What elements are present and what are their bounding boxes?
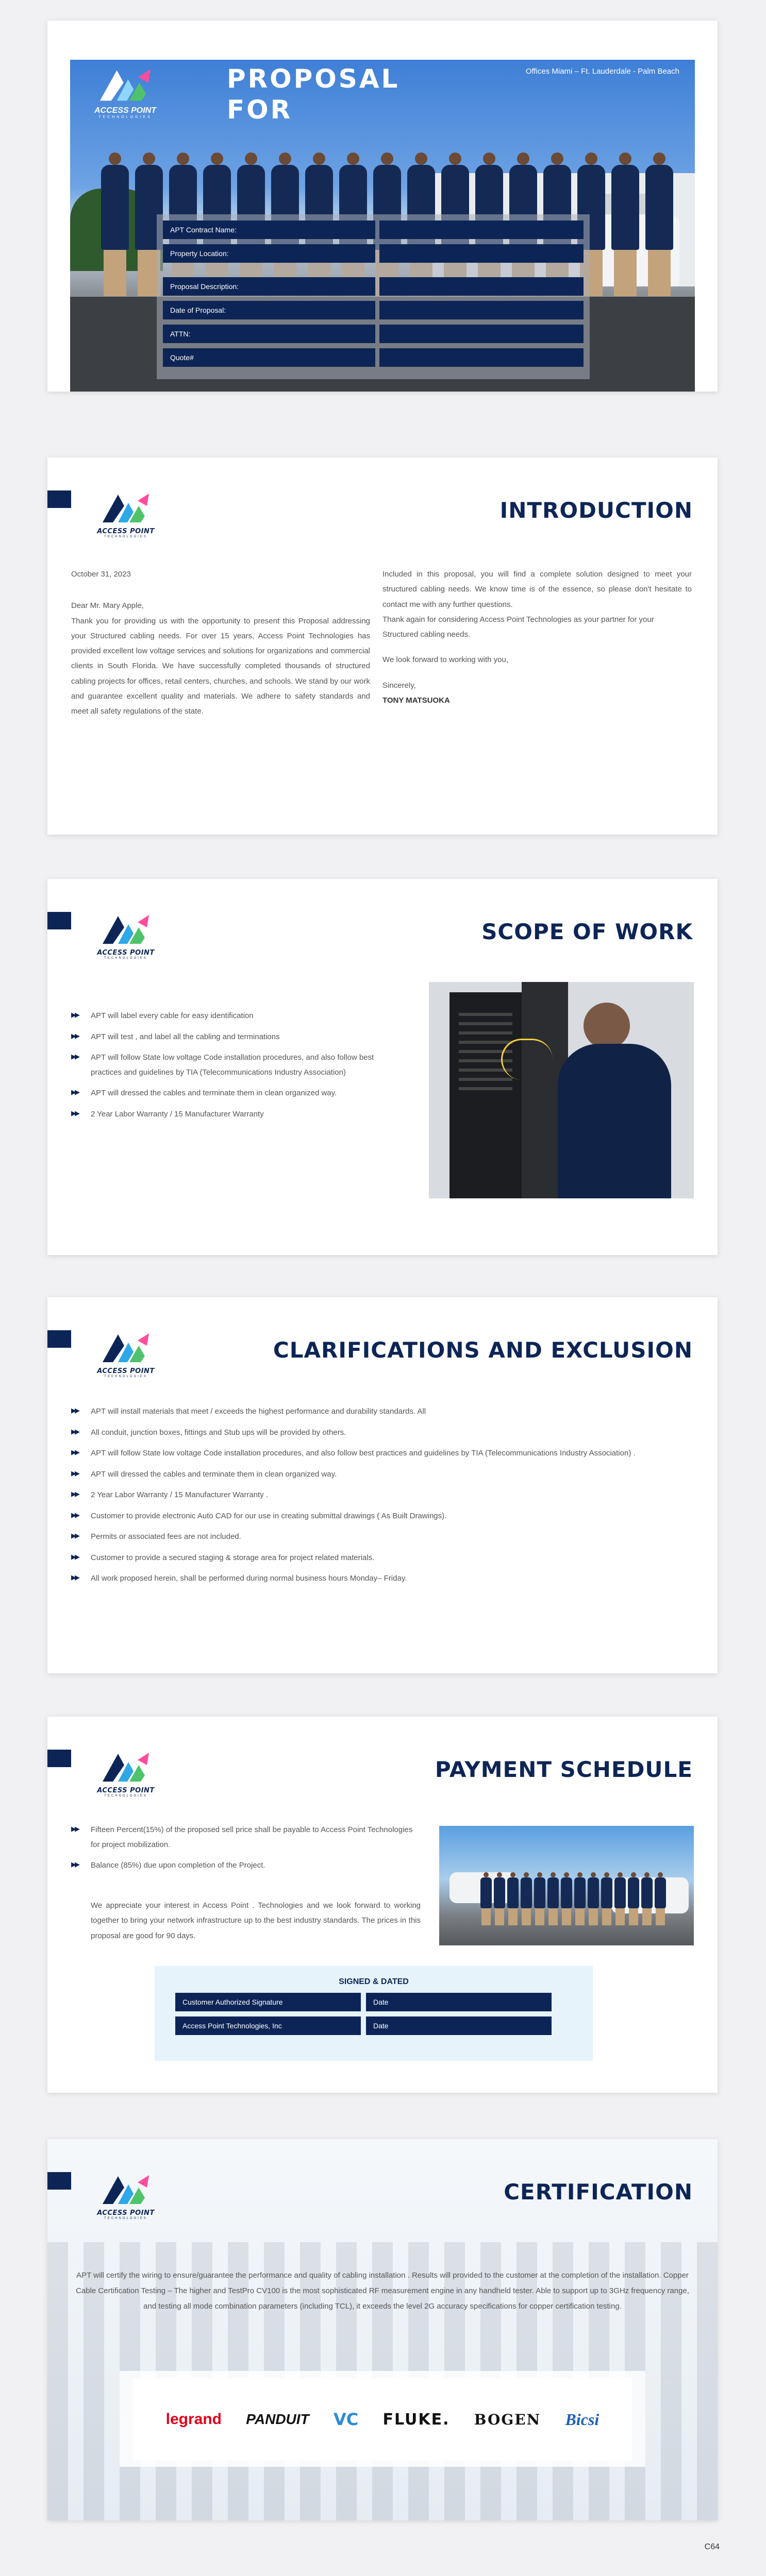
cover-title-line2: FOR bbox=[227, 95, 293, 125]
logo-text: ACCESS POINT bbox=[97, 1367, 155, 1375]
list-item-text: Fifteen Percent(15%) of the proposed sell price shall be payable to Access Point Technologies for project mobilization. bbox=[91, 1825, 413, 1849]
clarifications-slide bbox=[47, 1297, 718, 1673]
double-arrow-icon: ▶▶ bbox=[71, 1011, 78, 1019]
certification-slide bbox=[47, 2139, 718, 2520]
signature-field[interactable]: Customer Authorized Signature bbox=[175, 1993, 361, 2011]
introduction-slide bbox=[47, 457, 718, 835]
person-silhouette bbox=[614, 1872, 626, 1929]
date-field[interactable]: Date bbox=[366, 2016, 552, 2035]
list-item-text: APT will label every cable for easy identification bbox=[91, 1011, 254, 1020]
cover-form bbox=[157, 214, 590, 379]
cover-form-value[interactable] bbox=[379, 277, 584, 296]
corner-accent bbox=[47, 2172, 71, 2190]
list-item bbox=[71, 1404, 695, 1419]
apt-logo bbox=[85, 2172, 167, 2224]
team-silhouettes-small bbox=[439, 1826, 694, 1945]
list-item bbox=[71, 1530, 695, 1545]
list-item bbox=[71, 1446, 695, 1461]
signature-row bbox=[166, 2016, 581, 2035]
list-item-text: APT will dressed the cables and terminate them in clean organized way. bbox=[91, 1469, 337, 1479]
person-silhouette bbox=[507, 1872, 519, 1929]
payment-slide bbox=[47, 1717, 718, 2093]
person-silhouette bbox=[588, 1872, 599, 1929]
list-item bbox=[71, 1488, 695, 1503]
list-item bbox=[71, 1509, 695, 1524]
corner-accent bbox=[47, 1330, 71, 1348]
clarifications-list bbox=[71, 1404, 695, 1592]
introduction-title: INTRODUCTION bbox=[499, 498, 693, 523]
double-arrow-icon: ▶▶ bbox=[71, 1427, 78, 1435]
list-item-text: Customer to provide a secured staging & storage area for project related materials. bbox=[91, 1553, 375, 1562]
list-item bbox=[71, 1571, 695, 1586]
list-item-text: 2 Year Labor Warranty / 15 Manufacturer Warranty bbox=[91, 1109, 264, 1118]
cover-form-row bbox=[163, 244, 584, 263]
logo-text: ACCESS POINT bbox=[97, 2209, 155, 2217]
list-item-text: APT will follow State low voltage Code installation procedures, and also follow best practices and guidelines by TIA (Telecommunications Industry Association) . bbox=[91, 1449, 636, 1458]
cover-form-row bbox=[163, 301, 584, 319]
person-silhouette bbox=[641, 1872, 653, 1929]
cover-form-row bbox=[163, 221, 584, 239]
double-arrow-icon: ▶▶ bbox=[71, 1109, 78, 1117]
signed-panel bbox=[155, 1966, 593, 2061]
double-arrow-icon: ▶▶ bbox=[71, 1469, 78, 1477]
cover-form-label: Proposal Description: bbox=[163, 277, 375, 296]
list-item-text: APT will test , and label all the cabling and terminations bbox=[91, 1032, 280, 1041]
brand-logo-legrand: legrand bbox=[165, 2411, 222, 2428]
intro-date: October 31, 2023 bbox=[71, 570, 131, 579]
person-silhouette bbox=[521, 1872, 532, 1929]
payment-list bbox=[71, 1823, 422, 1879]
intro-right-paragraph-1: Included in this proposal, you will find a complete solution designed to meet your structured cabling needs. We know time is of the essence, so please don't hesitate to contact me with any further questions. bbox=[382, 570, 692, 609]
brand-logo-fluke: FLUKE. bbox=[382, 2410, 450, 2429]
cover-form-value[interactable] bbox=[379, 221, 584, 239]
double-arrow-icon: ▶▶ bbox=[71, 1573, 78, 1581]
scope-list bbox=[71, 1009, 401, 1128]
apt-logo bbox=[85, 912, 167, 963]
brand-logos-panel bbox=[120, 2371, 645, 2467]
apt-logo bbox=[85, 490, 167, 542]
intro-left-paragraph: Thank you for providing us with the opportunity to present this Proposal addressing your Structured cabling needs. For over 15 years, Access Point Technologies has provided excellent low voltage services and solutions for organizations and commercial clients in South Florida. We have successfully completed thousands of structured cabling projects for offices, retail centers, churches, and schools. We stand by our work and guarantee excellent quality and materials. We adhere to safety standards and meet all safety regulations of the state. bbox=[71, 616, 370, 716]
double-arrow-icon: ▶▶ bbox=[71, 1825, 78, 1833]
corner-accent bbox=[47, 1750, 71, 1767]
cover-photo bbox=[70, 60, 695, 392]
intro-sincerely: Sincerely, bbox=[382, 681, 416, 690]
cover-form-row bbox=[163, 348, 584, 367]
signature-field[interactable]: Access Point Technologies, Inc bbox=[175, 2016, 361, 2035]
person-silhouette bbox=[547, 1872, 559, 1929]
intro-right-column bbox=[382, 567, 692, 708]
list-item bbox=[71, 1009, 401, 1024]
intro-left-column bbox=[71, 567, 370, 719]
list-item bbox=[71, 1823, 422, 1852]
server-rack-photo bbox=[429, 982, 694, 1198]
person-silhouette bbox=[611, 152, 639, 307]
double-arrow-icon: ▶▶ bbox=[71, 1406, 78, 1414]
intro-signer: TONY MATSUOKA bbox=[382, 696, 450, 705]
signature-row bbox=[166, 1993, 581, 2011]
double-arrow-icon: ▶▶ bbox=[71, 1511, 78, 1519]
person-silhouette bbox=[101, 152, 129, 307]
logo-subtext: TECHNOLOGIES bbox=[104, 957, 147, 960]
person-silhouette bbox=[561, 1872, 572, 1929]
list-item bbox=[71, 1551, 695, 1566]
cover-form-row bbox=[163, 277, 584, 296]
corner-accent bbox=[47, 490, 71, 508]
intro-right-paragraph-3: We look forward to working with you, bbox=[382, 655, 508, 665]
certification-text: APT will certify the wiring to ensure/guarantee the performance and quality of cabling installation . Results will provided to the customer at the completion of the installation. Copper Cable Certification Testing – The higher and TestPro CV100 is the most sophisticated RF measurement engine in any handheld tester. Able to support up to 3GHz frequency range, and testing all mode combination parameters (including TCL), it exceeds the level 2G accuracy specifications for copper certification testing. bbox=[76, 2271, 689, 2311]
list-item-text: Permits or associated fees are not included. bbox=[91, 1532, 241, 1541]
scope-title: SCOPE OF WORK bbox=[481, 919, 693, 944]
intro-greeting: Dear Mr. Mary Apple, bbox=[71, 601, 144, 611]
date-field[interactable]: Date bbox=[366, 1993, 552, 2011]
payment-title: PAYMENT SCHEDULE bbox=[435, 1757, 693, 1782]
cover-logo-text: ACCESS POINT bbox=[94, 106, 156, 115]
brand-logo-vc: VC bbox=[333, 2410, 359, 2429]
corner-accent bbox=[47, 912, 71, 929]
person-silhouette bbox=[601, 1872, 612, 1929]
brand-logo-bicsi: Bicsi bbox=[565, 2410, 600, 2429]
cover-form-value[interactable] bbox=[379, 348, 584, 367]
cover-form-value[interactable] bbox=[379, 301, 584, 319]
intro-right-paragraph-2: Thank again for considering Access Point Technologies as your partner for your Structured cabling needs. bbox=[382, 615, 654, 639]
list-item-text: Customer to provide electronic Auto CAD for our use in creating submittal drawings ( As Built Drawings). bbox=[91, 1511, 447, 1520]
list-item bbox=[71, 1467, 695, 1482]
cover-form-value[interactable] bbox=[379, 325, 584, 343]
logo-subtext: TECHNOLOGIES bbox=[104, 1375, 147, 1378]
list-item bbox=[71, 1030, 401, 1045]
cover-form-label: APT Contract Name: bbox=[163, 221, 375, 239]
logo-text: ACCESS POINT bbox=[97, 528, 155, 535]
logo-subtext: TECHNOLOGIES bbox=[104, 2217, 147, 2220]
person-silhouette bbox=[645, 152, 673, 307]
cover-title-line1: PROPOSAL bbox=[227, 64, 400, 94]
double-arrow-icon: ▶▶ bbox=[71, 1490, 78, 1498]
logo-text: ACCESS POINT bbox=[97, 1787, 155, 1794]
logo-text: ACCESS POINT bbox=[97, 949, 155, 957]
list-item-text: APT will dressed the cables and terminate them in clean organized way. bbox=[91, 1089, 337, 1097]
cover-form-label: ATTN: bbox=[163, 325, 375, 343]
double-arrow-icon: ▶▶ bbox=[71, 1552, 78, 1561]
logo-subtext: TECHNOLOGIES bbox=[104, 535, 147, 538]
list-item-text: Balance (85%) due upon completion of the Project. bbox=[91, 1861, 265, 1870]
cover-form-label: Date of Proposal: bbox=[163, 301, 375, 319]
double-arrow-icon: ▶▶ bbox=[71, 1088, 78, 1096]
person-silhouette bbox=[655, 1872, 666, 1929]
person-silhouette bbox=[494, 1872, 505, 1929]
list-item-text: All work proposed herein, shall be performed during normal business hours Monday– Friday. bbox=[91, 1574, 407, 1583]
list-item-text: All conduit, junction boxes, fittings and Stub ups will be provided by others. bbox=[91, 1428, 346, 1437]
person-silhouette bbox=[574, 1872, 586, 1929]
double-arrow-icon: ▶▶ bbox=[71, 1031, 78, 1040]
brand-logo-panduit: PANDUIT bbox=[246, 2411, 309, 2427]
brand-logo-bogen: BOGEN bbox=[474, 2411, 541, 2428]
list-item bbox=[71, 1086, 401, 1101]
cover-form-label: Quote# bbox=[163, 348, 375, 367]
certification-title: CERTIFICATION bbox=[504, 2179, 693, 2205]
logo-subtext: TECHNOLOGIES bbox=[104, 1794, 147, 1798]
list-item bbox=[71, 1050, 401, 1080]
double-arrow-icon: ▶▶ bbox=[71, 1532, 78, 1539]
cover-logo-subtext: TECHNOLOGIES bbox=[98, 115, 152, 119]
list-item bbox=[71, 1858, 422, 1873]
list-item-text: 2 Year Labor Warranty / 15 Manufacturer Warranty . bbox=[91, 1490, 269, 1499]
person-silhouette bbox=[628, 1872, 639, 1929]
cover-form-value[interactable] bbox=[379, 244, 584, 263]
double-arrow-icon: ▶▶ bbox=[71, 1053, 78, 1060]
list-item-text: APT will install materials that meet / exceeds the highest performance and durability standards. All bbox=[91, 1407, 426, 1416]
cover-offices: Offices Miami – Ft. Lauderdale - Palm Beach bbox=[525, 67, 679, 76]
cover-logo bbox=[81, 65, 169, 119]
list-item bbox=[71, 1107, 401, 1122]
list-item bbox=[71, 1426, 695, 1440]
apt-logo bbox=[85, 1330, 167, 1382]
person-silhouette bbox=[480, 1872, 492, 1929]
list-item-text: APT will follow State low voltage Code installation procedures, and also follow best practices and guidelines by TIA (Telecommunications Industry Association) bbox=[91, 1053, 374, 1077]
clarifications-title: CLARIFICATIONS AND EXCLUSION bbox=[273, 1337, 693, 1363]
payment-closing: We appreciate your interest in Access Point . Technologies and we look forward to working together to bring your network infrastructure up to the best industry standards. The prices in this proposal are good for 90 days. bbox=[91, 1901, 421, 1940]
team-photo bbox=[439, 1826, 694, 1945]
signed-title: SIGNED & DATED bbox=[339, 1977, 409, 1986]
cover-form-row bbox=[163, 325, 584, 343]
scope-slide bbox=[47, 879, 718, 1255]
double-arrow-icon: ▶▶ bbox=[71, 1448, 78, 1456]
cover-slide bbox=[47, 21, 718, 392]
cover-form-label: Property Location: bbox=[163, 244, 375, 263]
page-code: C64 bbox=[704, 2543, 720, 2551]
person-silhouette bbox=[534, 1872, 545, 1929]
double-arrow-icon: ▶▶ bbox=[71, 1860, 78, 1868]
apt-logo bbox=[85, 1750, 167, 1801]
